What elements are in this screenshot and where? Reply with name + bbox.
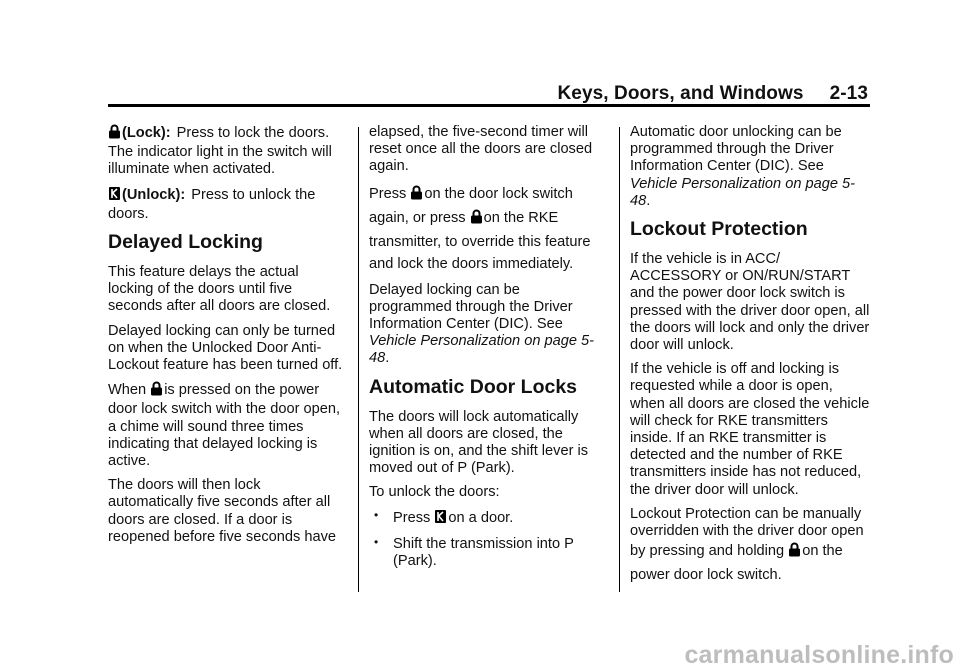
lock-text-cont: The indicator light in the switch will illuminate when activated. xyxy=(108,144,332,178)
bullet-text: Press xyxy=(393,509,431,526)
lock-paragraph xyxy=(108,124,348,179)
lock-icon xyxy=(410,185,423,207)
delayed-p4: The doors will then lock automatically five seconds after all doors are closed. If a door is reopened before five seconds have xyxy=(108,477,336,545)
column-divider-2 xyxy=(619,127,620,592)
lock-icon xyxy=(150,381,163,401)
section-title: Keys, Doors, and Windows xyxy=(557,83,804,104)
programmed-text: Automatic door unlocking can be programmed through the Driver Information Center (DIC). See xyxy=(630,124,842,175)
lock-text: Press to lock the doors. xyxy=(176,125,330,141)
lock-label: (Lock): xyxy=(122,125,171,141)
bullet-item xyxy=(369,509,604,529)
override-text: Lockout Protection can be manually overridden with the driver door open xyxy=(630,505,864,540)
programmed-text: Delayed locking can be programmed through the Driver Information Center (DIC). See xyxy=(369,281,573,333)
bullet-text: Shift the transmission into P (Park). xyxy=(393,535,574,570)
heading-automatic-door-locks: Automatic Door Locks xyxy=(369,375,578,398)
col2-p3 xyxy=(369,282,604,368)
delayed-p3 xyxy=(108,381,348,470)
page-reference-link[interactable]: Vehicle Personalization on page 5-48 xyxy=(630,175,855,209)
switch-text: power door lock switch. xyxy=(630,567,782,584)
again-text: again, or press xyxy=(369,209,466,226)
col2-p1: elapsed, the five-second timer will reset once all the doors are closed again. xyxy=(369,124,593,175)
override-text: transmitter, to override this feature and lock the doors immediately. xyxy=(369,233,591,272)
unlock-paragraph xyxy=(108,186,348,223)
period: . xyxy=(385,350,390,367)
column-divider-1 xyxy=(358,127,359,592)
auto-p2: To unlock the doors: xyxy=(369,484,500,501)
watermark: carmanualsonline.info xyxy=(684,641,954,669)
lockout-p2: If the vehicle is off and locking is requested while a door is open, when all doors are closed the vehicle will check for RKE transmitters inside. If an RKE transmitter is detected and the number of RKE transmitters inside has not reduced, the driver door will unlock. xyxy=(630,361,870,498)
when-text: When xyxy=(108,382,147,399)
page-header xyxy=(108,83,868,105)
lockout-p1: If the vehicle is in ACC/ ACCESSORY or ON/RUN/START and the power door lock switch is pressed with the driver door open, all the doors will lock and only the driver door will unlock. xyxy=(630,251,870,354)
bullet-mark: • xyxy=(374,507,379,522)
unlock-icon xyxy=(434,509,447,529)
period: . xyxy=(646,192,651,209)
column-2 xyxy=(369,124,604,577)
bullet-text-cont: on a door. xyxy=(448,509,514,526)
lock-icon xyxy=(108,124,121,144)
delayed-p2: Delayed locking can only be turned on when the Unlocked Door Anti-Lockout feature has been turned off. xyxy=(108,322,343,374)
again-text-cont: on the RKE xyxy=(483,209,559,226)
unlock-label: (Unlock): xyxy=(122,186,186,203)
col2-press-paragraph xyxy=(369,183,604,275)
delayed-p1: This feature delays the actual locking of the doors until five seconds after all doors are closed. xyxy=(108,264,331,315)
unlock-text-cont: doors. xyxy=(108,205,149,222)
bullet-mark: • xyxy=(374,534,379,549)
unlock-text: Press to unlock the xyxy=(191,186,316,203)
header-rule xyxy=(108,104,870,107)
unlock-icon xyxy=(108,186,121,206)
lockout-p3 xyxy=(630,506,870,586)
page-number: 2-13 xyxy=(829,83,868,104)
press-text: Press xyxy=(369,185,407,202)
holding-text-cont: on the xyxy=(802,543,843,560)
bullet-item xyxy=(369,536,604,570)
holding-text: by pressing and holding xyxy=(630,543,785,560)
col3-p1 xyxy=(630,124,870,210)
when-text-cont: is pressed on the power door lock switch with the door open, a chime will sound three times indicating that delayed locking is active. xyxy=(108,382,341,470)
lock-icon xyxy=(470,209,483,231)
column-1 xyxy=(108,124,348,553)
press-text-cont: on the door lock switch xyxy=(424,185,573,202)
lock-icon xyxy=(788,542,801,564)
page-reference-link[interactable]: Vehicle Personalization on page 5-48 xyxy=(369,333,594,367)
heading-delayed-locking: Delayed Locking xyxy=(108,231,263,254)
auto-p1: The doors will lock automatically when all doors are closed, the ignition is on, and the shift lever is moved out of P (Park). xyxy=(369,408,589,477)
heading-lockout-protection: Lockout Protection xyxy=(630,218,808,241)
column-3 xyxy=(630,124,870,593)
